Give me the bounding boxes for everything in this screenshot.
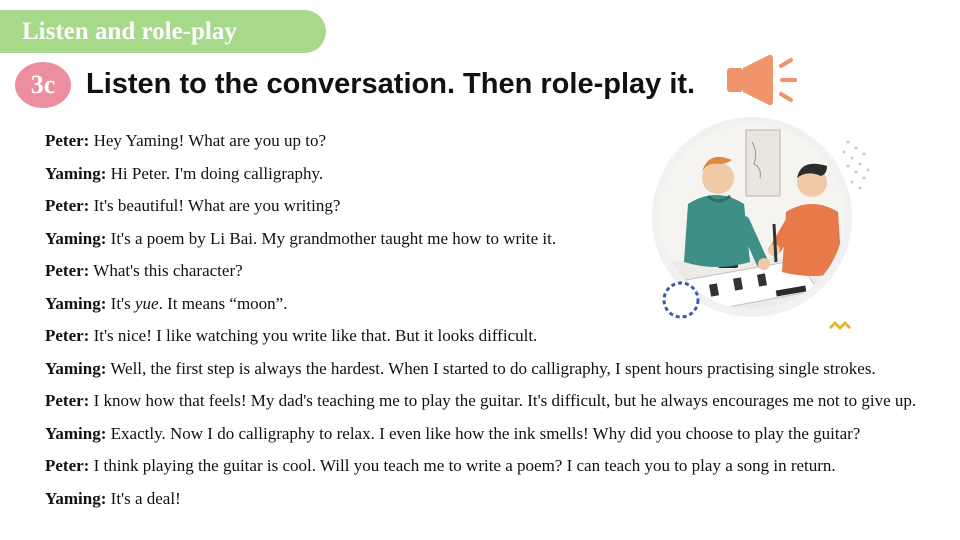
speaker-label: Peter: (45, 326, 90, 345)
speaker-label: Yaming: (45, 228, 107, 248)
line-text: I think playing the guitar is cool. Will you teach me to write a poem? I can teach you to play a song in return. (89, 456, 836, 475)
dialogue-line (45, 356, 955, 389)
line-text: It's a poem by Li Bai. My grandmother taught me how to write it. (106, 228, 557, 248)
line-text: Hey Yaming! What are you up to? (89, 131, 327, 150)
speaker-label: Peter: (45, 196, 90, 215)
line-text: Well, the first step is always the hardest. When I started to do calligraphy, I spent hours practising single strokes. (106, 358, 876, 378)
task-number-badge: 3c (15, 62, 71, 108)
calligraphy-illustration (648, 112, 880, 334)
dialogue-line (45, 388, 955, 421)
speaker-label: Peter: (45, 456, 90, 475)
line-text: What's this character? (89, 261, 243, 280)
section-banner: Listen and role-play (0, 10, 326, 53)
dialogue-line (45, 453, 955, 486)
dialogue-line (45, 486, 955, 519)
line-text: Hi Peter. I'm doing calligraphy. (106, 163, 324, 183)
speaker-label: Yaming: (45, 293, 107, 313)
speaker-label: Yaming: (45, 423, 107, 443)
speaker-label: Peter: (45, 261, 90, 280)
dot-pattern (843, 141, 870, 190)
line-text: It's (106, 293, 135, 313)
speaker-label: Yaming: (45, 488, 107, 508)
seal-icon (664, 283, 698, 317)
zigzag-decoration (830, 323, 850, 328)
line-text: It's beautiful! What are you writing? (89, 196, 341, 215)
line-text: I know how that feels! My dad's teaching me to play the guitar. It's difficult, but he always encourages me not to give up. (89, 391, 917, 410)
dialogue-line (45, 421, 955, 454)
speaker-label: Yaming: (45, 358, 107, 378)
line-text: It's nice! I like watching you write like that. But it looks difficult. (89, 326, 538, 345)
speaker-icon[interactable] (725, 52, 797, 108)
line-text: . It means “moon”. (158, 293, 288, 313)
speaker-label: Peter: (45, 131, 90, 150)
speaker-label: Peter: (45, 391, 90, 410)
task-instruction: Listen to the conversation. Then role-play it. (86, 68, 696, 100)
line-text: Exactly. Now I do calligraphy to relax. I even like how the ink smells! Why did you choose to play the guitar? (106, 423, 861, 443)
speaker-label: Yaming: (45, 163, 107, 183)
pinyin-word: yue (134, 293, 159, 313)
line-text: It's a deal! (106, 488, 181, 508)
